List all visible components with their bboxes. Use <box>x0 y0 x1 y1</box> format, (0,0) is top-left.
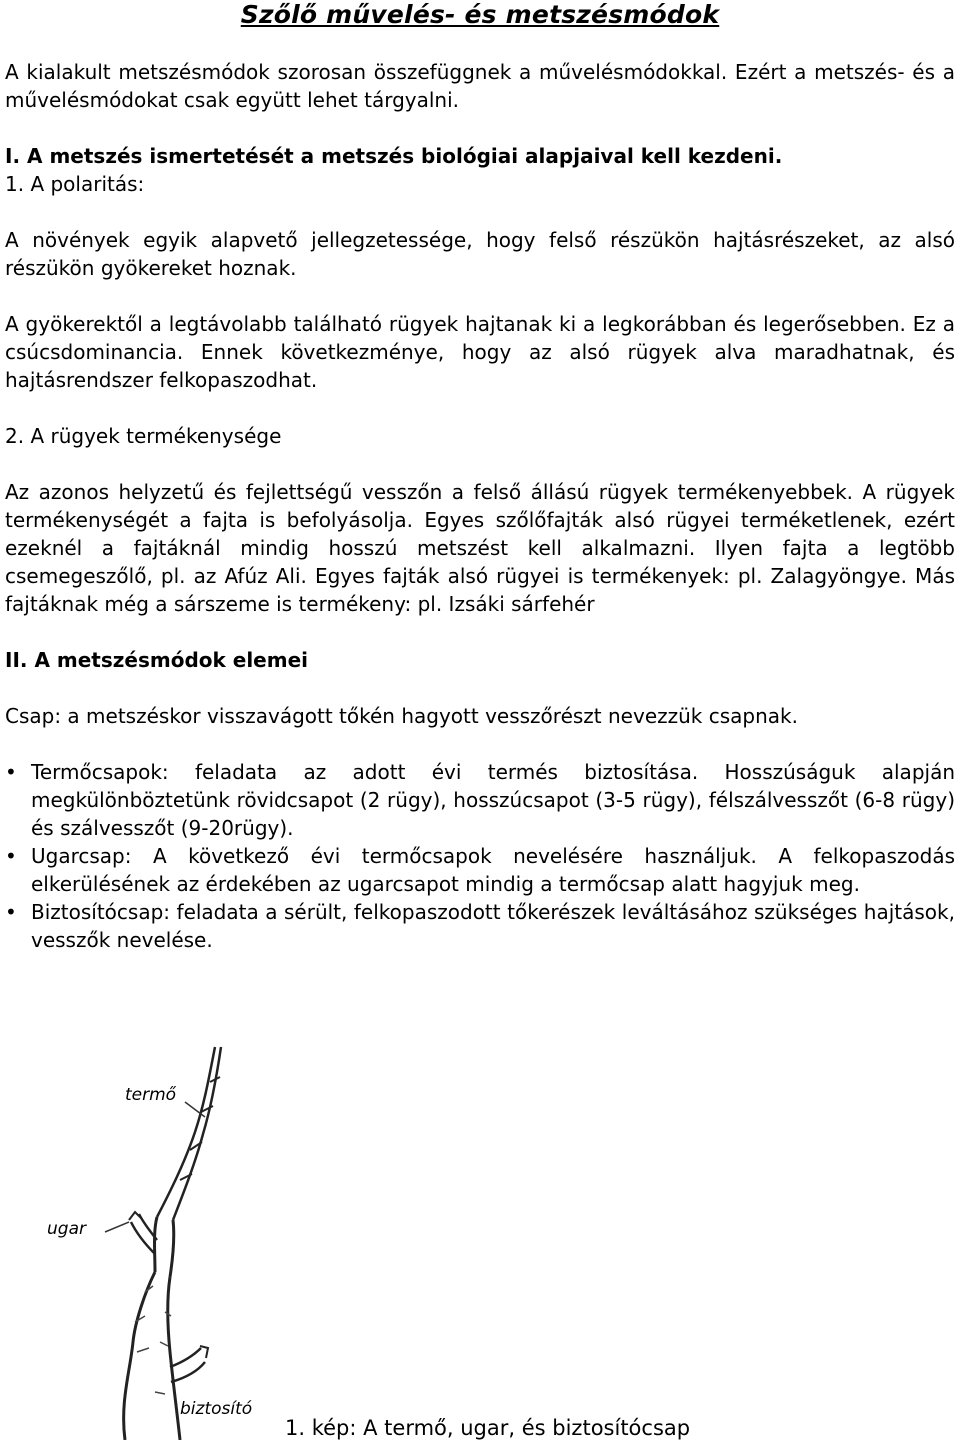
polarity-paragraph-1: A növények egyik alapvető jellegzetessége, hogy felső részükön hajtásrészeket, az alsó részükön gyökereket hoznak. <box>5 228 955 280</box>
subsection-fertility: 2. A rügyek termékenysége <box>5 424 282 448</box>
page-title: Szőlő művelés- és metszésmódok <box>240 0 720 29</box>
polarity-paragraph-2: A gyökerektől a legtávolabb található rügyek hajtanak ki a legkorábban és legerősebben. Ez a csúcsdominancia. Ennek következménye, hogy az alsó rügyek alva maradhatnak, és hajtásrendszer felkopaszodhat. <box>5 312 955 392</box>
bullet-icon: • <box>5 900 17 924</box>
vine-drawing <box>5 1022 275 1440</box>
list-item <box>5 842 955 898</box>
section-1-heading: I. A metszés ismertetését a metszés biológiai alapjaival kell kezdeni. <box>5 144 783 168</box>
bullet-text: Termőcsapok: feladata az adott évi termés biztosítása. Hosszúságuk alapján megkülönböztetünk rövidcsapot (2 rügy), hosszúcsapot (3-5 rügy), félszálvesszőt (6-8 rügy) és szálvesszőt (9-20rügy). <box>31 760 955 840</box>
bullet-text: Ugarcsap: A következő évi termőcsapok nevelésére használjuk. A felkopaszodás elkerülésének az érdekében az ugarcsapot mindig a termőcsap alatt hagyjuk meg. <box>31 844 955 896</box>
figure-caption: 1. kép: A termő, ugar, és biztosítócsap <box>285 1416 691 1440</box>
subsection-polarity: 1. A polaritás: <box>5 172 145 196</box>
bullet-list <box>5 758 955 954</box>
label-termo: termő <box>125 1085 177 1105</box>
bullet-text: Biztosítócsap: feladata a sérült, felkopaszodott tőkerészek leváltásához szükséges hajtások, vesszők nevelése. <box>31 900 955 952</box>
csap-definition: Csap: a metszéskor visszavágott tőkén hagyott vesszőrészt nevezzük csapnak. <box>5 704 798 728</box>
fertility-paragraph: Az azonos helyzetű és fejlettségű vesszőn a felső állású rügyek termékenyebbek. A rügyek termékenységét a fajta is befolyásolja. Egyes szőlőfajták alsó rügyei terméketlenek, ezért ezeknél a fajtáknál mindig hosszú metszést kell alkalmazni. Ilyen fajta a legtöbb csemegeszőlő, pl. az Afúz Ali. Egyes fajták alsó rügyei is termékenyek: pl. Zalagyöngye. Más fajtáknak még a sárszeme is termékeny: pl. Izsáki sárfehér <box>5 480 955 616</box>
list-item <box>5 758 955 842</box>
document-page <box>5 0 955 954</box>
label-biztosito: biztosító <box>180 1399 253 1419</box>
list-item <box>5 898 955 954</box>
bullet-icon: • <box>5 844 17 868</box>
intro-paragraph: A kialakult metszésmódok szorosan összefüggnek a művelésmódokkal. Ezért a metszés- és a művelésmódokat csak együtt lehet tárgyalni. <box>5 60 955 112</box>
vine-illustration <box>5 1022 275 1440</box>
label-ugar: ugar <box>47 1219 86 1239</box>
section-2-heading: II. A metszésmódok elemei <box>5 648 309 672</box>
bullet-icon: • <box>5 760 17 784</box>
